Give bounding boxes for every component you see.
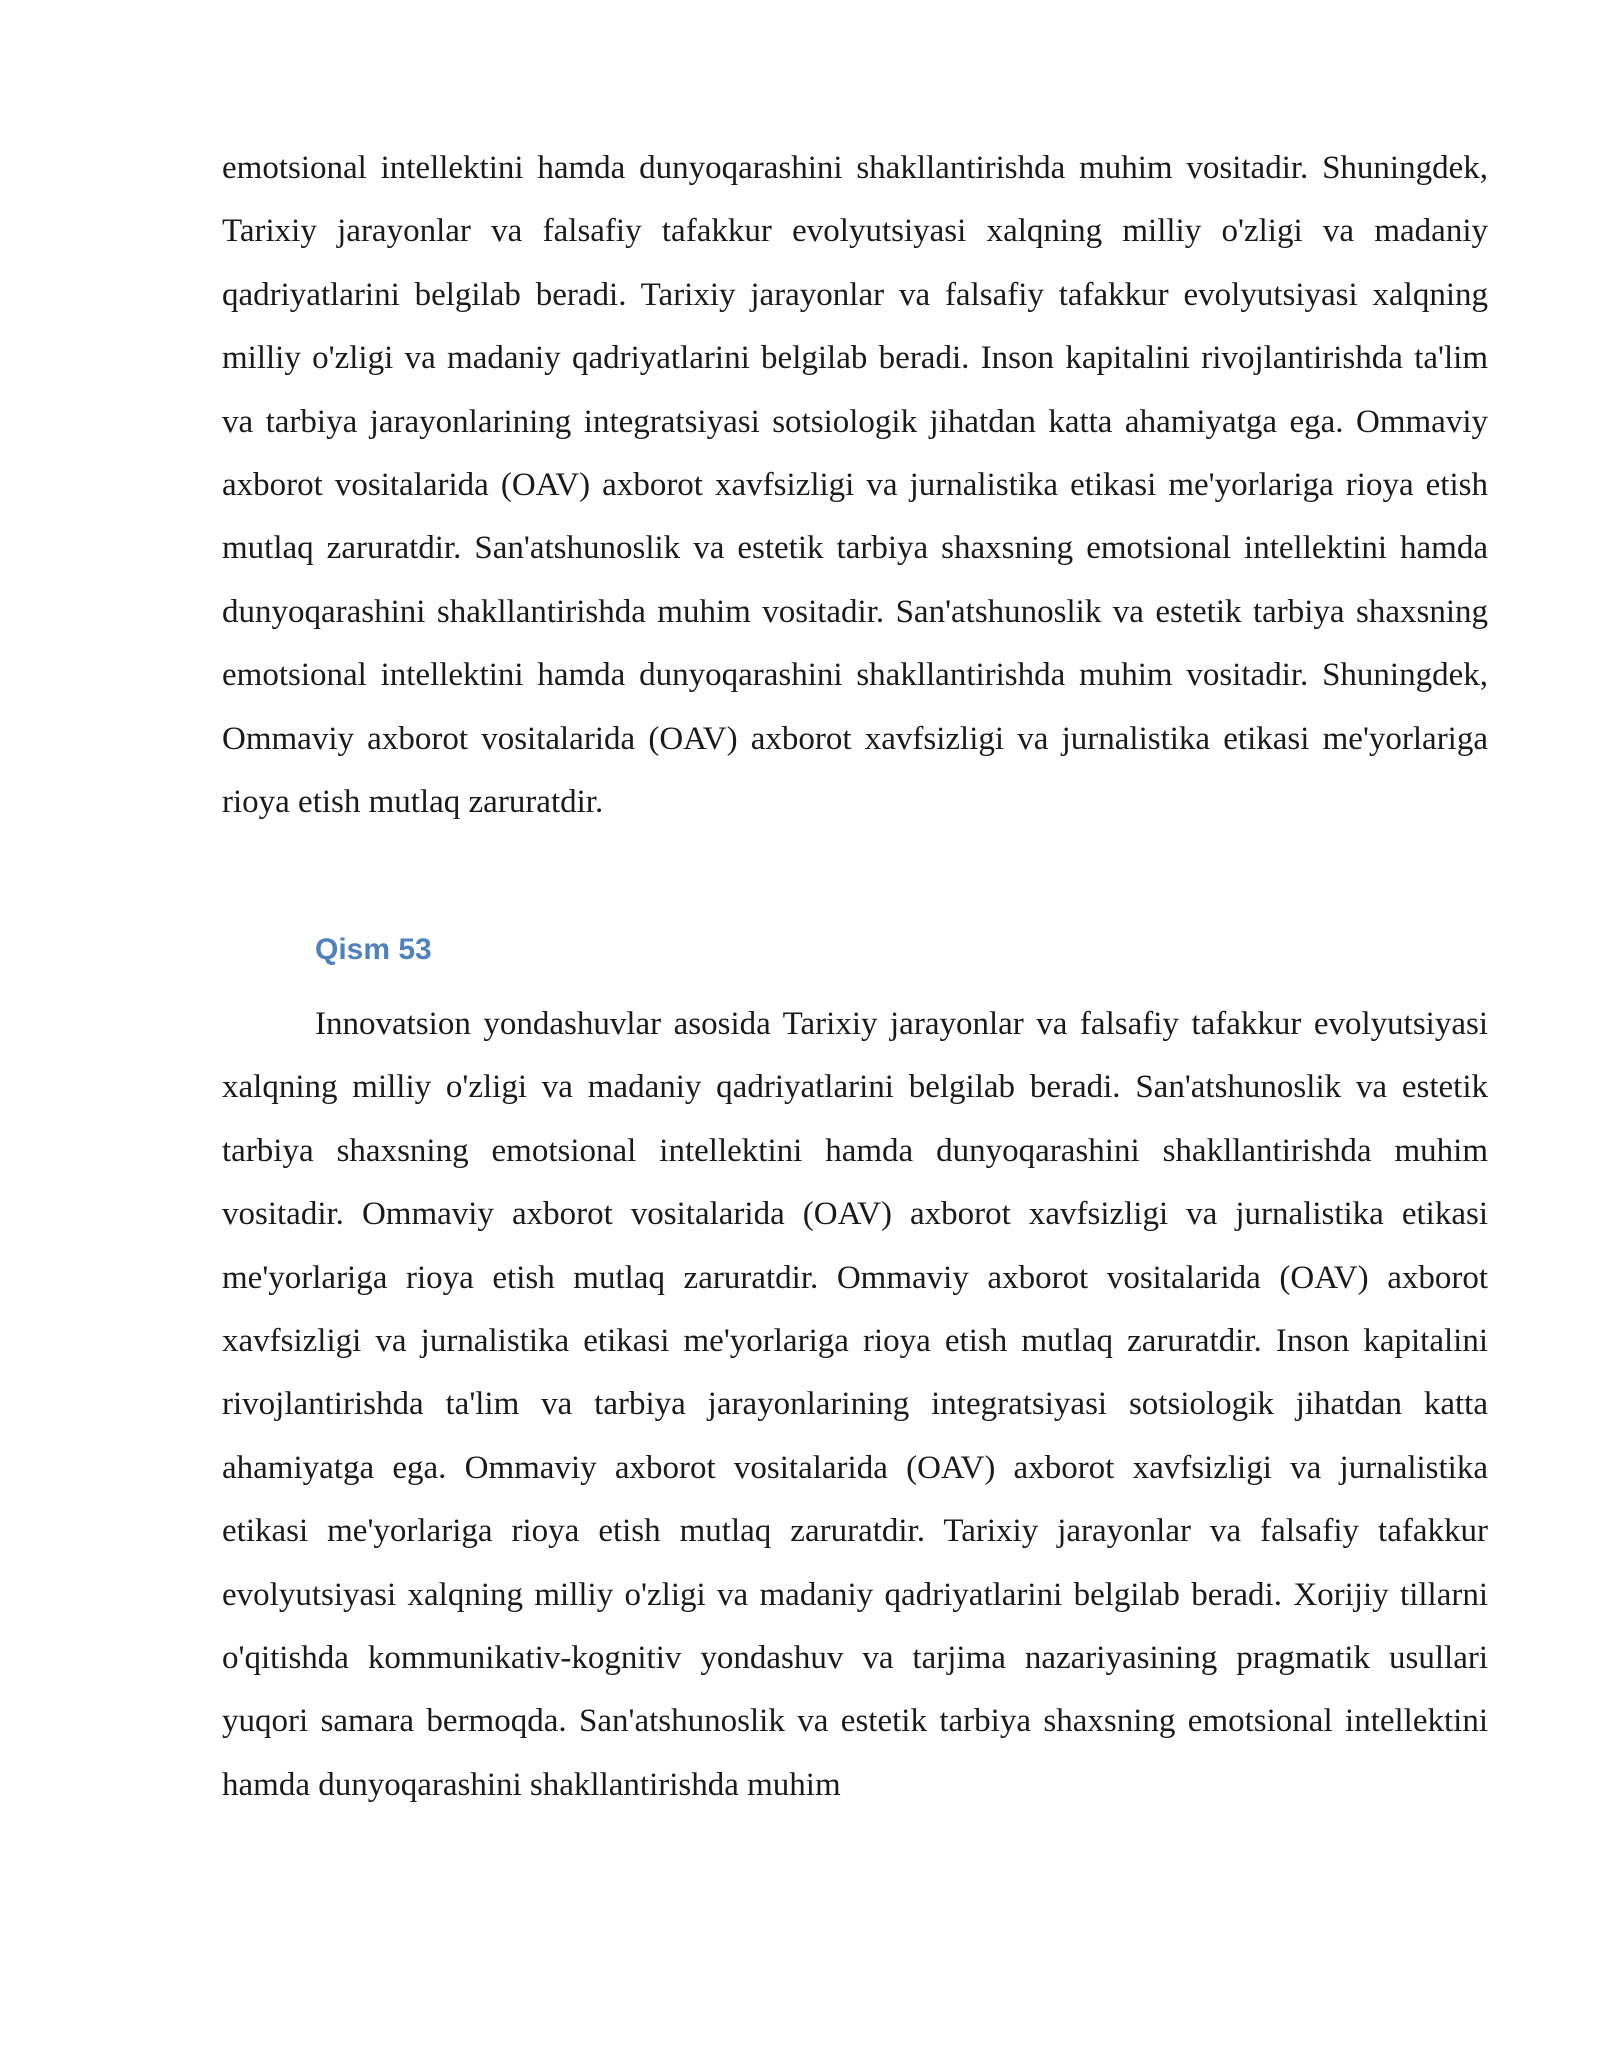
- section-heading: Qism 53: [315, 933, 432, 966]
- body-paragraph: emotsional intellektini hamda dunyoqarashini shakllantirishda muhim vositadir. Shuningdek, Tarixiy jarayonlar va falsafiy tafakkur evolyutsiyasi xalqning milliy o'zligi va madaniy qadriyatlarini belgilab beradi. Tarixiy jarayonlar va falsafiy tafakkur evolyutsiyasi xalqning milliy o'zligi va madaniy qadriyatlarini belgilab beradi. Inson kapitalini rivojlantirishda ta'lim va tarbiya jarayonlarining integratsiyasi sotsiologik jihatdan katta ahamiyatga ega. Ommaviy axborot vositalarida (OAV) axborot xavfsizligi va jurnalistika etikasi me'yorlariga rioya etish mutlaq zaruratdir. San'atshunoslik va estetik tarbiya shaxsning emotsional intellektini hamda dunyoqarashini shakllantirishda muhim vositadir. San'atshunoslik va estetik tarbiya shaxsning emotsional intellektini hamda dunyoqarashini shakllantirishda muhim vositadir. Shuningdek, Ommaviy axborot vositalarida (OAV) axborot xavfsizligi va jurnalistika etikasi me'yorlariga rioya etish mutlaq zaruratdir.: [222, 150, 1488, 821]
- body-paragraph: Innovatsion yondashuvlar asosida Tarixiy jarayonlar va falsafiy tafakkur evolyutsiyasi xalqning milliy o'zligi va madaniy qadriyatlarini belgilab beradi. San'atshunoslik va estetik tarbiya shaxsning emotsional intellektini hamda dunyoqarashini shakllantirishda muhim vositadir. Ommaviy axborot vositalarida (OAV) axborot xavfsizligi va jurnalistika etikasi me'yorlariga rioya etish mutlaq zaruratdir. Ommaviy axborot vositalarida (OAV) axborot xavfsizligi va jurnalistika etikasi me'yorlariga rioya etish mutlaq zaruratdir. Inson kapitalini rivojlantirishda ta'lim va tarbiya jarayonlarining integratsiyasi sotsiologik jihatdan katta ahamiyatga ega. Ommaviy axborot vositalarida (OAV) axborot xavfsizligi va jurnalistika etikasi me'yorlariga rioya etish mutlaq zaruratdir. Tarixiy jarayonlar va falsafiy tafakkur evolyutsiyasi xalqning milliy o'zligi va madaniy qadriyatlarini belgilab beradi. Xorijiy tillarni o'qitishda kommunikativ-kognitiv yondashuv va tarjima nazariyasining pragmatik usullari yuqori samara bermoqda. San'atshunoslik va estetik tarbiya shaxsning emotsional intellektini hamda dunyoqarashini shakllantirishda muhim: [222, 1006, 1488, 1803]
